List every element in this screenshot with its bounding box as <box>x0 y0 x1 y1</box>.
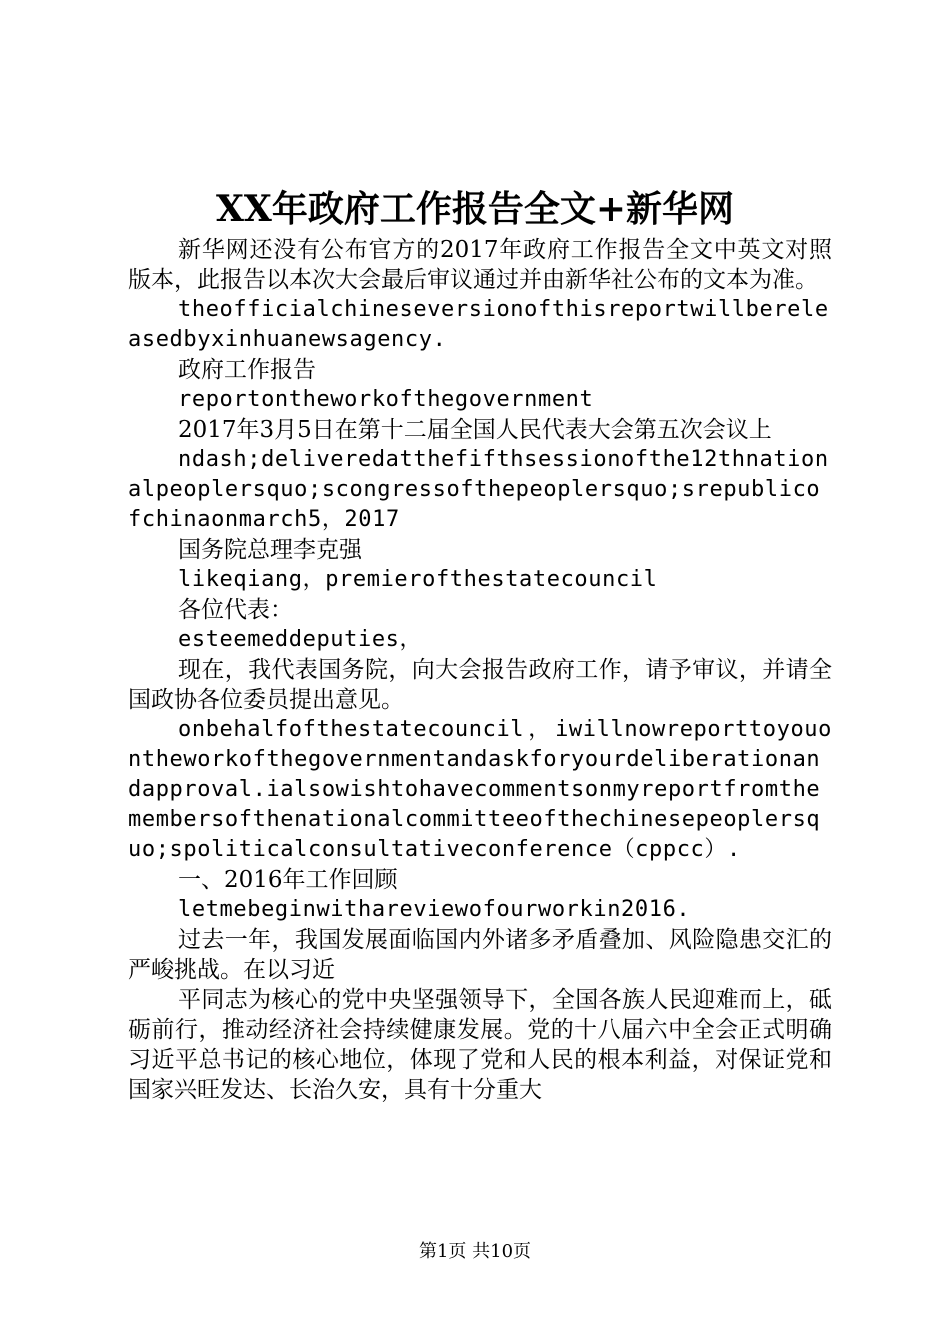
paragraph-date-en: ndash;deliveredatthefifthsessionofthe12thnationalpeoplersquo;scongressofthepeoplersquo;srepublicofchinaonmarch5，2017 <box>128 447 829 532</box>
paragraph-review-2: 平同志为核心的党中央坚强领导下，全国各族人民迎难而上，砥砺前行，推动经济社会持续健康发展。党的十八届六中全会正式明确习近平总书记的核心地位，体现了党和人民的根本利益，对保证党和国家兴旺发达、长治久安，具有十分重大 <box>128 987 832 1103</box>
document-title: XX年政府工作报告全文+新华网 <box>215 188 735 230</box>
paragraph-section-heading-en: letmebeginwithareviewofourworkin2016. <box>178 897 691 922</box>
paragraph-opening-en: onbehalfofthestatecouncil，iwillnowreporttoyouontheworkofthegovernmentandaskforyourdeliberationandapproval.ialsowishtohavecommentsonmyreportfromthemembersofthenationalcommitteeofthechinesepeoplersquo;spoliticalconsultativeconference（cppcc）. <box>128 717 832 862</box>
paragraph-speaker: 国务院总理李克强 <box>178 537 362 563</box>
paragraph-speaker-en: likeqiang，premierofthestatecouncil <box>178 567 658 592</box>
paragraph-salutation: 各位代表： <box>178 597 293 623</box>
paragraph-report-title-en: reportontheworkofthegovernment <box>178 387 594 412</box>
paragraph-date: 2017年3月5日在第十二届全国人民代表大会第五次会议上 <box>178 417 772 443</box>
paragraph-report-title: 政府工作报告 <box>178 357 316 383</box>
document-body <box>128 235 832 1105</box>
paragraph-intro: 新华网还没有公布官方的2017年政府工作报告全文中英文对照版本，此报告以本次大会最后审议通过并由新华社公布的文本为准。 <box>128 237 832 293</box>
page-footer: 第1页 共10页 <box>418 1241 532 1262</box>
paragraph-intro-en: theofficialchineseversionofthisreportwillbereleasedbyxinhuanewsagency. <box>128 297 829 352</box>
paragraph-section-heading: 一、2016年工作回顾 <box>178 867 398 893</box>
paragraph-review-1: 过去一年，我国发展面临国内外诸多矛盾叠加、风险隐患交汇的严峻挑战。在以习近 <box>128 927 832 983</box>
paragraph-salutation-en: esteemeddeputies， <box>178 627 423 652</box>
paragraph-opening: 现在，我代表国务院，向大会报告政府工作，请予审议，并请全国政协各位委员提出意见。 <box>128 657 832 713</box>
